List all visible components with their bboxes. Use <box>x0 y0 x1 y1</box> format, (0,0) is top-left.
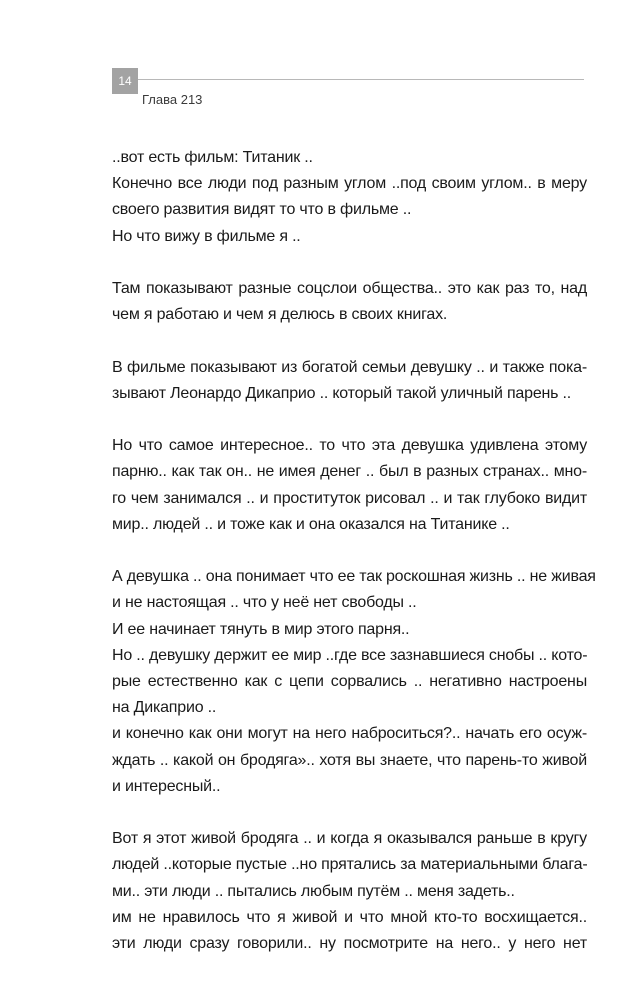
header-rule <box>138 79 584 80</box>
page-number: 14 <box>112 68 138 94</box>
text-line: Но .. девушку держит ее мир ..где все зазнавшиеся снобы .. кото- <box>112 646 588 664</box>
text-line: ждать .. какой он бродяга».. хотя вы знаете, что парень-то живой <box>112 751 587 769</box>
text-line: Вот я этот живой бродяга .. и когда я оказывался раньше в кругу <box>112 830 587 848</box>
text-line: зывают Леонардо Дикаприо .. который такой уличный парень .. <box>112 384 572 402</box>
paragraph <box>112 276 587 328</box>
text-line: им не нравилось что я живой и что мной кто-то восхищается.. <box>112 908 587 926</box>
text-line: и конечно как они могут на него наброситься?.. начать его осуж- <box>112 725 587 743</box>
text-line: людей ..которые пустые ..но прятались за материальными блага- <box>112 856 588 874</box>
text-line: и не настоящая .. что у неё нет свободы .. <box>112 594 417 612</box>
paragraph <box>112 145 587 250</box>
text-line: И ее начинает тянуть в мир этого парня.. <box>112 620 410 638</box>
text-line: своего развития видят то что в фильме .. <box>112 201 412 219</box>
text-line: Но что вижу в фильме я .. <box>112 227 301 245</box>
text-line: Но что самое интересное.. то что эта девушка удивлена этому <box>112 437 587 455</box>
text-line: и интересный.. <box>112 777 221 795</box>
text-line: Там показывают разные соцслои общества.. это как раз то, над <box>112 280 587 297</box>
paragraph <box>112 433 587 538</box>
paragraph <box>112 355 587 407</box>
text-line: ми.. эти люди .. пытались любым путём .. меня задеть.. <box>112 882 515 900</box>
text-line: парню.. как так он.. не имея денег .. был в разных странах.. мно- <box>112 463 587 481</box>
chapter-title: Глава 213 <box>142 92 203 107</box>
paragraph <box>112 826 587 957</box>
text-line: ..вот есть фильм: Титаник .. <box>112 149 313 166</box>
text-line: А девушка .. она понимает что ее так роскошная жизнь .. не живая <box>112 568 596 586</box>
text-line: эти люди сразу говорили.. ну посмотрите на него.. у него нет <box>112 935 587 953</box>
text-line: го чем занимался .. и проституток рисовал .. и так глубоко видит <box>112 489 587 507</box>
text-line: рые естественно как с цепи сорвались .. негативно настроены <box>112 673 587 690</box>
text-line: мир.. людей .. и тоже как и она оказался на Титанике .. <box>112 515 510 533</box>
body-text <box>112 145 596 957</box>
text-line: на Дикаприо .. <box>112 699 217 717</box>
text-line: Конечно все люди под разным углом ..под своим углом.. в меру <box>112 175 587 193</box>
paragraph <box>112 564 596 800</box>
text-line: В фильме показывают из богатой семьи девушку .. и также пока- <box>112 358 587 376</box>
text-line: чем я работаю и чем я делюсь в своих книгах. <box>112 306 448 324</box>
